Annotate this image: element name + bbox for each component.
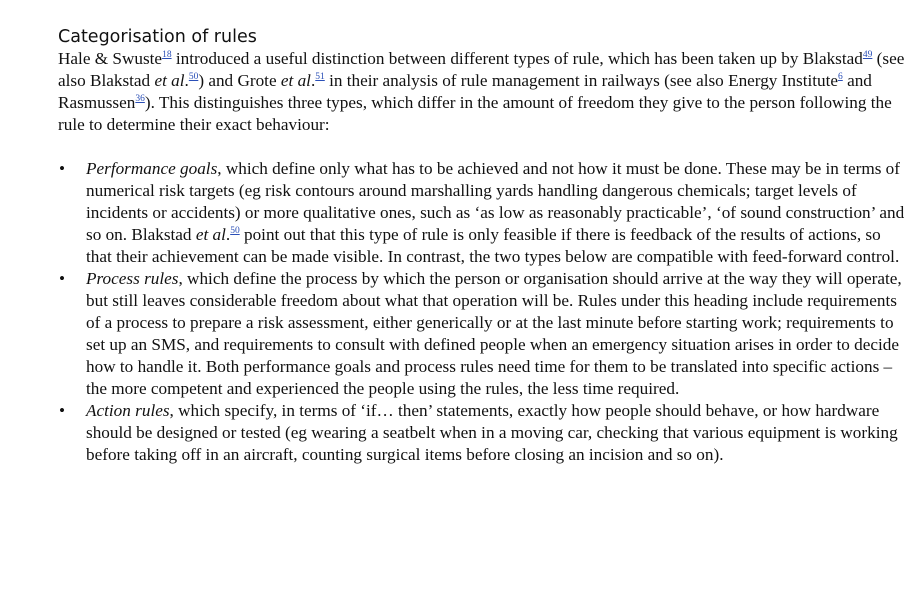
list-item-text: . xyxy=(225,225,231,244)
et-al-italic: et al xyxy=(280,71,311,90)
intro-text: (see also Blakstad xyxy=(58,49,905,90)
bullet-icon: • xyxy=(59,269,66,288)
section-heading: Categorisation of rules xyxy=(58,27,257,47)
intro-text: ) and Grote xyxy=(198,71,281,90)
list-item-text: , which define only what has to be achieved and not how it must be done. These may be in terms of numerical risk targets (eg risk contours around marshalling yards handling dangerous chemicals; target levels of incidents or accidents) or more qualitative ones, such as ‘as low as reasonably practicable’, ‘of sound construction’ and so on. Blakstad xyxy=(86,159,905,244)
intro-text: ). This distinguishes three types, which differ in the amount of freedom they give to the person following the rule to determine their exact behaviour: xyxy=(58,93,892,134)
reference-link[interactable]: 50 xyxy=(188,72,199,82)
intro-text: . xyxy=(184,71,189,90)
list-item-process-rules xyxy=(58,268,906,400)
document-page xyxy=(58,26,906,466)
rule-types-list xyxy=(58,158,906,466)
reference-link[interactable]: 36 xyxy=(135,94,145,104)
intro-text: and Rasmussen xyxy=(58,71,872,112)
intro-paragraph xyxy=(58,48,906,136)
et-al-italic: et al xyxy=(195,225,226,244)
intro-text: Hale & Swuste xyxy=(58,49,163,68)
term-process-rules: Process rules xyxy=(86,269,179,288)
et-al-italic: et al xyxy=(154,71,185,90)
reference-link[interactable]: 49 xyxy=(862,50,873,60)
list-item-performance-goals xyxy=(58,158,906,268)
term-action-rules: Action rules xyxy=(86,401,170,420)
term-performance-goals: Performance goals xyxy=(86,159,218,178)
reference-link[interactable]: 50 xyxy=(230,226,240,236)
intro-text: . xyxy=(310,71,316,90)
list-item-action-rules xyxy=(58,400,906,466)
list-item-text: point out that this type of rule is only feasible if there is feedback of the results of actions, so that their achievement can be made visible. In contrast, the two types below are compatible with feed-forward control. xyxy=(86,225,900,266)
reference-link[interactable]: 51 xyxy=(315,72,325,82)
list-item-text: , which specify, in terms of ‘if… then’ statements, exactly how people should behave, or how hardware should be designed or tested (eg wearing a seatbelt when in a moving car, checking that various equipment is working before taking off in an aircraft, counting surgical items before closing an incision and so on). xyxy=(86,401,898,464)
bullet-icon: • xyxy=(59,401,66,420)
intro-text: introduced a useful distinction between different types of rule, which has been taken up by Blakstad xyxy=(171,49,863,68)
reference-link[interactable]: 18 xyxy=(162,50,172,60)
list-item-text: , which define the process by which the person or organisation should arrive at the way they will operate, but still leaves considerable freedom about what that operation will be. Rules under this heading include requirements of a process to prepare a risk assessment, either generically or at the last minute before starting work; requirements to set up an SMS, and requirements to consult with defined people when an emergency situation arises in order to decide how to handle it. Both performance goals and process rules need time for them to be translated into specific actions – the more competent and experienced the people using the rules, the less time required. xyxy=(86,269,902,398)
bullet-icon: • xyxy=(59,159,66,178)
reference-link[interactable]: 6 xyxy=(838,72,843,82)
intro-text: in their analysis of rule management in railways (see also Energy Institute xyxy=(324,71,839,90)
